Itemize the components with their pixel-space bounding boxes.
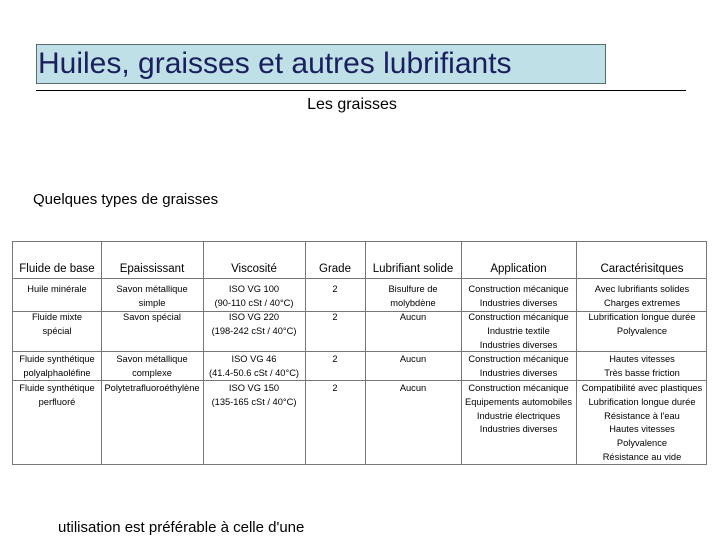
row-divider [13, 351, 707, 352]
table-cell-line: Polyvalence [616, 438, 668, 449]
table-cell-line: Charges extremes [604, 297, 680, 308]
table-cell-caracteristiques [576, 353, 707, 381]
table-cell-line: Construction mécanique [468, 312, 569, 322]
table-cell-line: Construction mécanique [468, 284, 569, 294]
table-cell-line: Polytetrafluoroéthylène [104, 383, 200, 393]
slide-subtitle: Les graisses [307, 96, 397, 113]
table-cell-fluide [13, 283, 101, 297]
table-cell-line: Savon spécial [123, 312, 181, 322]
table-cell-line: perfluoré [38, 396, 76, 407]
header-application: Application [490, 263, 547, 275]
table-cell-line: Fluide mixte [31, 312, 83, 322]
header-lubrifiant-solide: Lubrifiant solide [372, 263, 454, 275]
table-cell-line: ISO VG 220 [228, 312, 280, 322]
table-cell-line: Hautes vitesses [609, 354, 675, 364]
table-cell-line: Industrie électriques [476, 410, 561, 421]
table-cell-line: Compatibilité avec plastiques [581, 383, 703, 393]
table-cell-grade [305, 353, 365, 367]
slide-title: Huiles, graisses et autres lubrifiants [38, 47, 512, 80]
table-cell-application [461, 311, 576, 352]
table-cell-line: Polyvalence [616, 325, 668, 336]
table-cell-line: Industries diverses [479, 339, 558, 350]
table-cell-lubrifiant [365, 283, 461, 311]
table-cell-fluide [13, 311, 101, 339]
table-cell-viscosite [203, 353, 305, 381]
table-cell-line: Avec lubrifiants solides [594, 284, 690, 294]
table-cell-line: Industries diverses [479, 367, 558, 378]
table-cell-application [461, 283, 576, 311]
table-cell-line: 2 [332, 284, 338, 294]
table-cell-line: 2 [332, 354, 338, 364]
table-cell-line: Fluide synthétique [19, 354, 95, 364]
table-cell-grade [305, 283, 365, 297]
table-cell-line: Construction mécanique [468, 383, 569, 393]
table-cell-line: Industries diverses [479, 297, 558, 308]
table-cell-line: Lubrification longue durée [588, 396, 696, 407]
header-caracteristiques: Caractérisitques [600, 263, 684, 275]
table-cell-caracteristiques [576, 311, 707, 339]
table-cell-epaississant [101, 353, 203, 381]
table-cell-application [461, 353, 576, 381]
table-cell-line: simple [138, 297, 166, 308]
table-cell-line: Bisulfure de [388, 284, 438, 294]
table-cell-line: Aucun [399, 383, 427, 393]
section-heading: Quelques types de graisses [33, 191, 219, 208]
table-cell-line: ISO VG 46 [231, 354, 277, 364]
table-cell-viscosite [203, 283, 305, 311]
table-cell-line: Equipements automobiles [465, 396, 572, 407]
table-cell-line: ISO VG 150 [228, 383, 280, 393]
table-cell-line: Aucun [399, 354, 427, 364]
table-cell-line: Huile minérale [27, 284, 87, 294]
table-cell-viscosite [203, 382, 305, 410]
table-cell-line: Très basse friction [604, 367, 680, 378]
table-cell-epaississant [101, 382, 203, 396]
grease-types-table [12, 241, 707, 465]
table-cell-line: Industrie textile [487, 325, 550, 336]
table-cell-line: complexe [132, 367, 172, 378]
table-cell-lubrifiant [365, 382, 461, 396]
table-cell-application [461, 382, 576, 437]
header-viscosite: Viscosité [231, 263, 277, 275]
table-cell-viscosite [203, 311, 305, 339]
table-cell-epaississant [101, 283, 203, 311]
table-cell-lubrifiant [365, 311, 461, 325]
table-cell-line: Construction mécanique [468, 354, 569, 364]
table-cell-line: 2 [332, 383, 338, 393]
table-cell-lubrifiant [365, 353, 461, 367]
table-cell-caracteristiques [576, 283, 707, 311]
table-cell-fluide [13, 382, 101, 410]
table-cell-line: molybdène [390, 297, 436, 308]
table-cell-line: (135-165 cSt / 40°C) [211, 396, 297, 407]
table-cell-line: (90-110 cSt / 40°C) [214, 297, 294, 308]
title-underline [36, 90, 686, 91]
body-text-fragment: utilisation est préférable à celle d'une [58, 519, 305, 536]
table-cell-line: Fluide synthétique [19, 383, 95, 393]
header-epaississant: Epaississant [119, 263, 185, 275]
table-cell-line: Hautes vitesses [609, 424, 675, 435]
header-divider [13, 278, 707, 279]
table-cell-line: ISO VG 100 [228, 284, 280, 294]
table-cell-line: Industries diverses [479, 424, 558, 435]
table-cell-line: Résistance au vide [602, 451, 682, 462]
table-cell-grade [305, 382, 365, 396]
header-grade: Grade [319, 263, 351, 275]
table-cell-line: Savon métallique [116, 284, 188, 294]
table-cell-line: Lubrification longue durée [588, 312, 696, 322]
table-cell-line: spécial [42, 325, 72, 336]
table-cell-caracteristiques [576, 382, 707, 465]
table-cell-grade [305, 311, 365, 325]
table-cell-line: Aucun [399, 312, 427, 322]
table-cell-line: Savon métallique [116, 354, 188, 364]
table-cell-line: 2 [332, 312, 338, 322]
table-cell-line: (41.4-50.6 cSt / 40°C) [208, 367, 299, 378]
table-cell-line: (198-242 cSt / 40°C) [211, 325, 297, 336]
table-cell-line: Résistance à l'eau [604, 410, 680, 421]
table-cell-epaississant [101, 311, 203, 325]
header-fluide-de-base: Fluide de base [19, 263, 95, 275]
table-cell-fluide [13, 353, 101, 381]
table-cell-line: polyalphaoléfine [23, 367, 91, 378]
